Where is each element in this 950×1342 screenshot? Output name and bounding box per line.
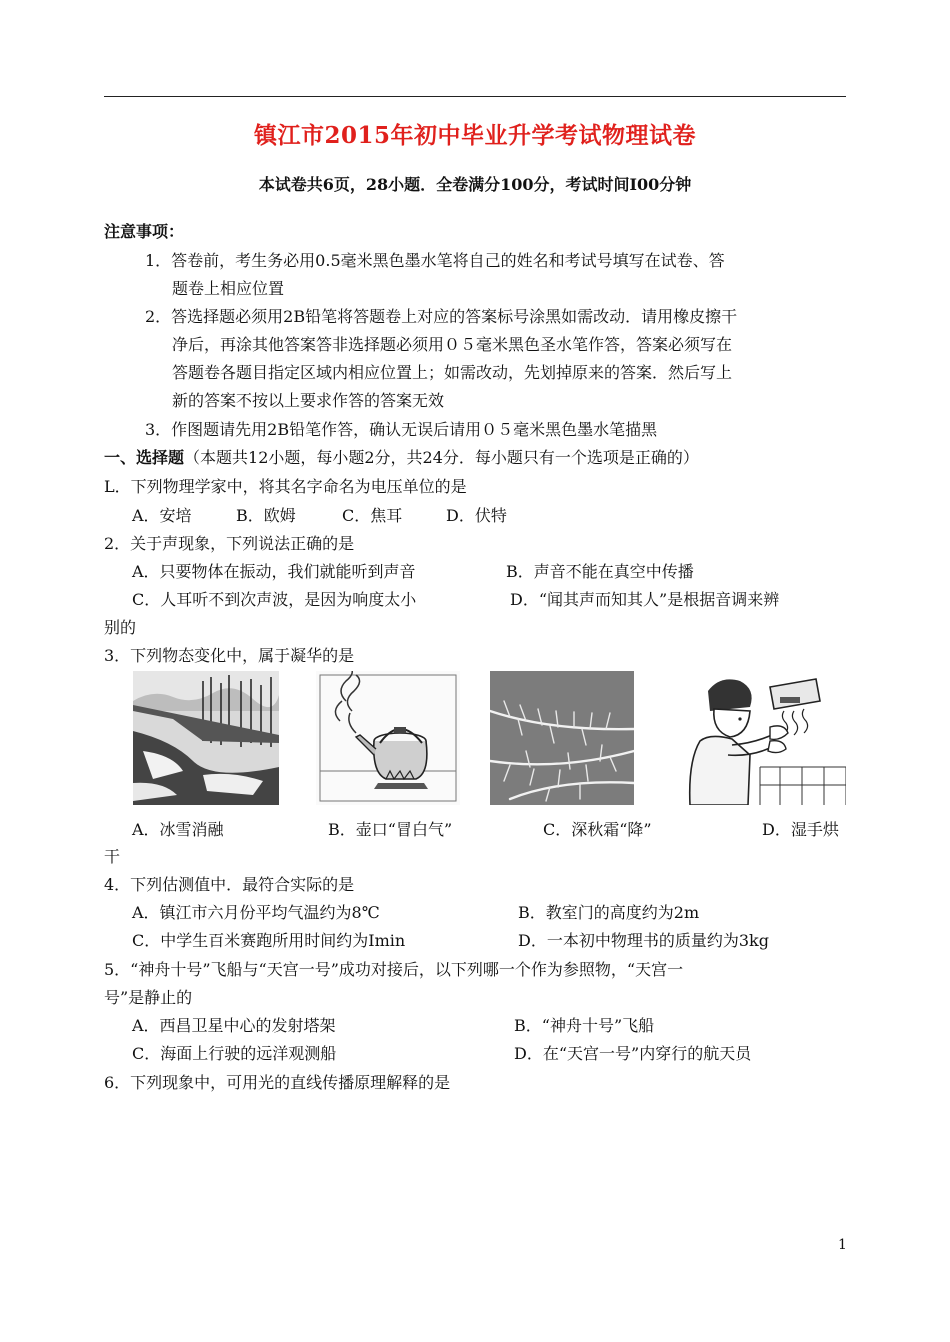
note-1-line-1: 1．答卷前，考生务必用0.5毫米黑色墨水笔将自己的姓名和考试号填写在试卷、答 bbox=[145, 251, 725, 270]
note-2-line-3: 答题卷各题目指定区域内相应位置上；如需改动，先划掉原来的答案．然后写上 bbox=[172, 363, 733, 382]
q3-stem: 3．下列物态变化中，属于凝华的是 bbox=[104, 646, 355, 665]
q3-option-b: B．壶口“冒白气” bbox=[328, 820, 453, 839]
q4-option-c: C．中学生百米赛跑所用时间约为Imin bbox=[132, 931, 406, 950]
q2-option-b: B．声音不能在真空中传播 bbox=[506, 562, 694, 581]
q3-picture-hand-dryer bbox=[670, 671, 846, 805]
exam-subtitle: 本试卷共6页，28小题．全卷满分100分，考试时间I00分钟 bbox=[258, 175, 692, 194]
header-rule bbox=[104, 96, 846, 97]
q4-stem: 4．下列估测值中．最符合实际的是 bbox=[104, 875, 355, 894]
note-1-line-2: 题卷上相应位置 bbox=[172, 279, 285, 298]
q3-option-d: D．湿手烘 bbox=[762, 820, 839, 839]
q3-picture-frost-branch bbox=[490, 671, 634, 805]
q3-option-d-continued: 干 bbox=[104, 847, 121, 866]
q3-picture-kettle-steam bbox=[316, 671, 460, 805]
q1-option-a: A．安培 bbox=[132, 506, 192, 525]
q1-option-c: C．焦耳 bbox=[342, 506, 403, 525]
q2-option-d: D．“闻其声而知其人”是根据音调来辨 bbox=[510, 590, 780, 609]
note-2-line-2: 净后，再涂其他答案答非选择题必须用０５毫米黑色圣水笔作答，答案必须写在 bbox=[172, 335, 733, 354]
q1-stem: L．下列物理学家中，将其名字命名为电压单位的是 bbox=[104, 477, 467, 496]
q3-picture-ice-melting bbox=[133, 671, 279, 805]
q1-option-d: D．伏特 bbox=[446, 506, 507, 525]
q5-option-d: D．在“天宫一号”内穿行的航天员 bbox=[514, 1044, 752, 1063]
q5-option-c: C．海面上行驶的远洋观测船 bbox=[132, 1044, 337, 1063]
q1-option-b: B．欧姆 bbox=[236, 506, 296, 525]
exam-title: 镇江市2015年初中毕业升学考试物理试卷 bbox=[253, 122, 696, 149]
note-3-line-1: 3．作图题请先用2B铅笔作答，确认无误后请用０５毫米黑色墨水笔描黑 bbox=[145, 420, 658, 439]
note-2-line-4: 新的答案不按以上要求作答的答案无效 bbox=[172, 391, 445, 410]
q2-option-c: C．人耳听不到次声波，是因为响度太小 bbox=[132, 590, 417, 609]
section-1-heading-line bbox=[104, 448, 699, 468]
section-1-heading: 一、选择题 bbox=[104, 448, 185, 467]
q5-option-b: B．“神舟十号”飞船 bbox=[514, 1016, 655, 1035]
q3-option-a: A．冰雪消融 bbox=[132, 820, 224, 839]
notes-heading: 注意事项： bbox=[104, 222, 185, 241]
q2-stem: 2．关于声现象，下列说法正确的是 bbox=[104, 534, 355, 553]
page-number: 1 bbox=[838, 1237, 847, 1253]
q6-stem: 6．下列现象中，可用光的直线传播原理解释的是 bbox=[104, 1073, 451, 1092]
q5-stem-continued: 号”是静止的 bbox=[104, 988, 193, 1007]
section-1-description: （本题共12小题，每小题2分，共24分．每小题只有一个选项是正确的） bbox=[184, 448, 699, 467]
q2-option-a: A．只要物体在振动，我们就能听到声音 bbox=[132, 562, 416, 581]
q4-option-b: B．教室门的高度约为2m bbox=[518, 903, 700, 922]
q5-stem: 5．“神舟十号”飞船与“天宫一号”成功对接后，以下列哪一个作为参照物，“天宫一 bbox=[104, 960, 684, 979]
q3-option-c: C．深秋霜“降” bbox=[543, 820, 652, 839]
q5-option-a: A．西昌卫星中心的发射塔架 bbox=[132, 1016, 336, 1035]
note-2-line-1: 2．答选择题必须用2B铅笔将答题卷上对应的答案标号涂黑如需改动．请用橡皮擦干 bbox=[145, 307, 738, 326]
q4-option-a: A．镇江市六月份平均气温约为8℃ bbox=[132, 903, 380, 922]
q2-option-d-continued: 别的 bbox=[104, 618, 137, 637]
q4-option-d: D．一本初中物理书的质量约为3kg bbox=[518, 931, 769, 950]
